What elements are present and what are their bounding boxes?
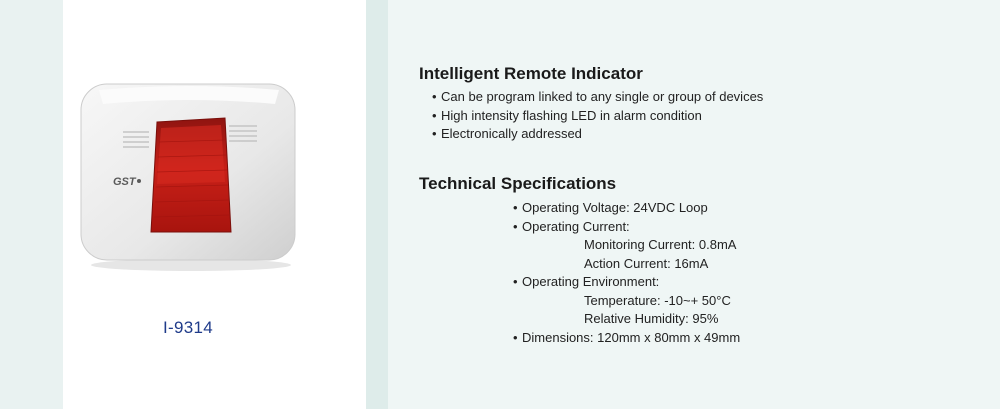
divider-band [366,0,388,409]
bullet-icon: • [513,200,518,215]
spec-subitem: Temperature: -10~+ 50°C [584,292,731,308]
remote-indicator-image [79,82,299,272]
bullet-icon: • [513,218,518,234]
brand-logo: GST [113,176,136,188]
bullet-icon: • [513,274,518,289]
spec-subitem: Monitoring Current: 0.8mA [584,237,737,252]
feature-item [432,125,763,144]
spec-text: Operating Voltage: 24VDC Loop [522,200,708,215]
feature-list [432,88,763,144]
specs-heading: Technical Specifications [419,174,617,193]
bullet-icon: • [432,89,437,104]
feature-text: High intensity flashing LED in alarm condition [441,107,702,123]
spec-text: Dimensions: 120mm x 80mm x 49mm [522,329,741,345]
spec-list [513,199,740,347]
spec-item [513,199,740,218]
spec-item [513,329,740,348]
feature-item [432,107,763,126]
feature-text: Electronically addressed [441,126,582,141]
features-heading: Intelligent Remote Indicator [419,64,643,83]
model-number: I-9314 [162,318,213,337]
product-image-panel [63,0,366,409]
spec-item [513,273,740,292]
bullet-icon: • [432,107,437,123]
left-margin-band [0,0,63,409]
bullet-icon: • [513,329,518,345]
spec-text: Operating Environment: [522,274,660,289]
feature-text: Can be program linked to any single or group of devices [441,89,764,104]
spec-subitem: Relative Humidity: 95% [584,311,719,326]
bullet-icon: • [432,126,437,141]
spec-text: Operating Current: [522,218,630,234]
spec-subitem: Action Current: 16mA [584,255,709,271]
feature-item [432,88,763,107]
spec-item [513,218,740,237]
